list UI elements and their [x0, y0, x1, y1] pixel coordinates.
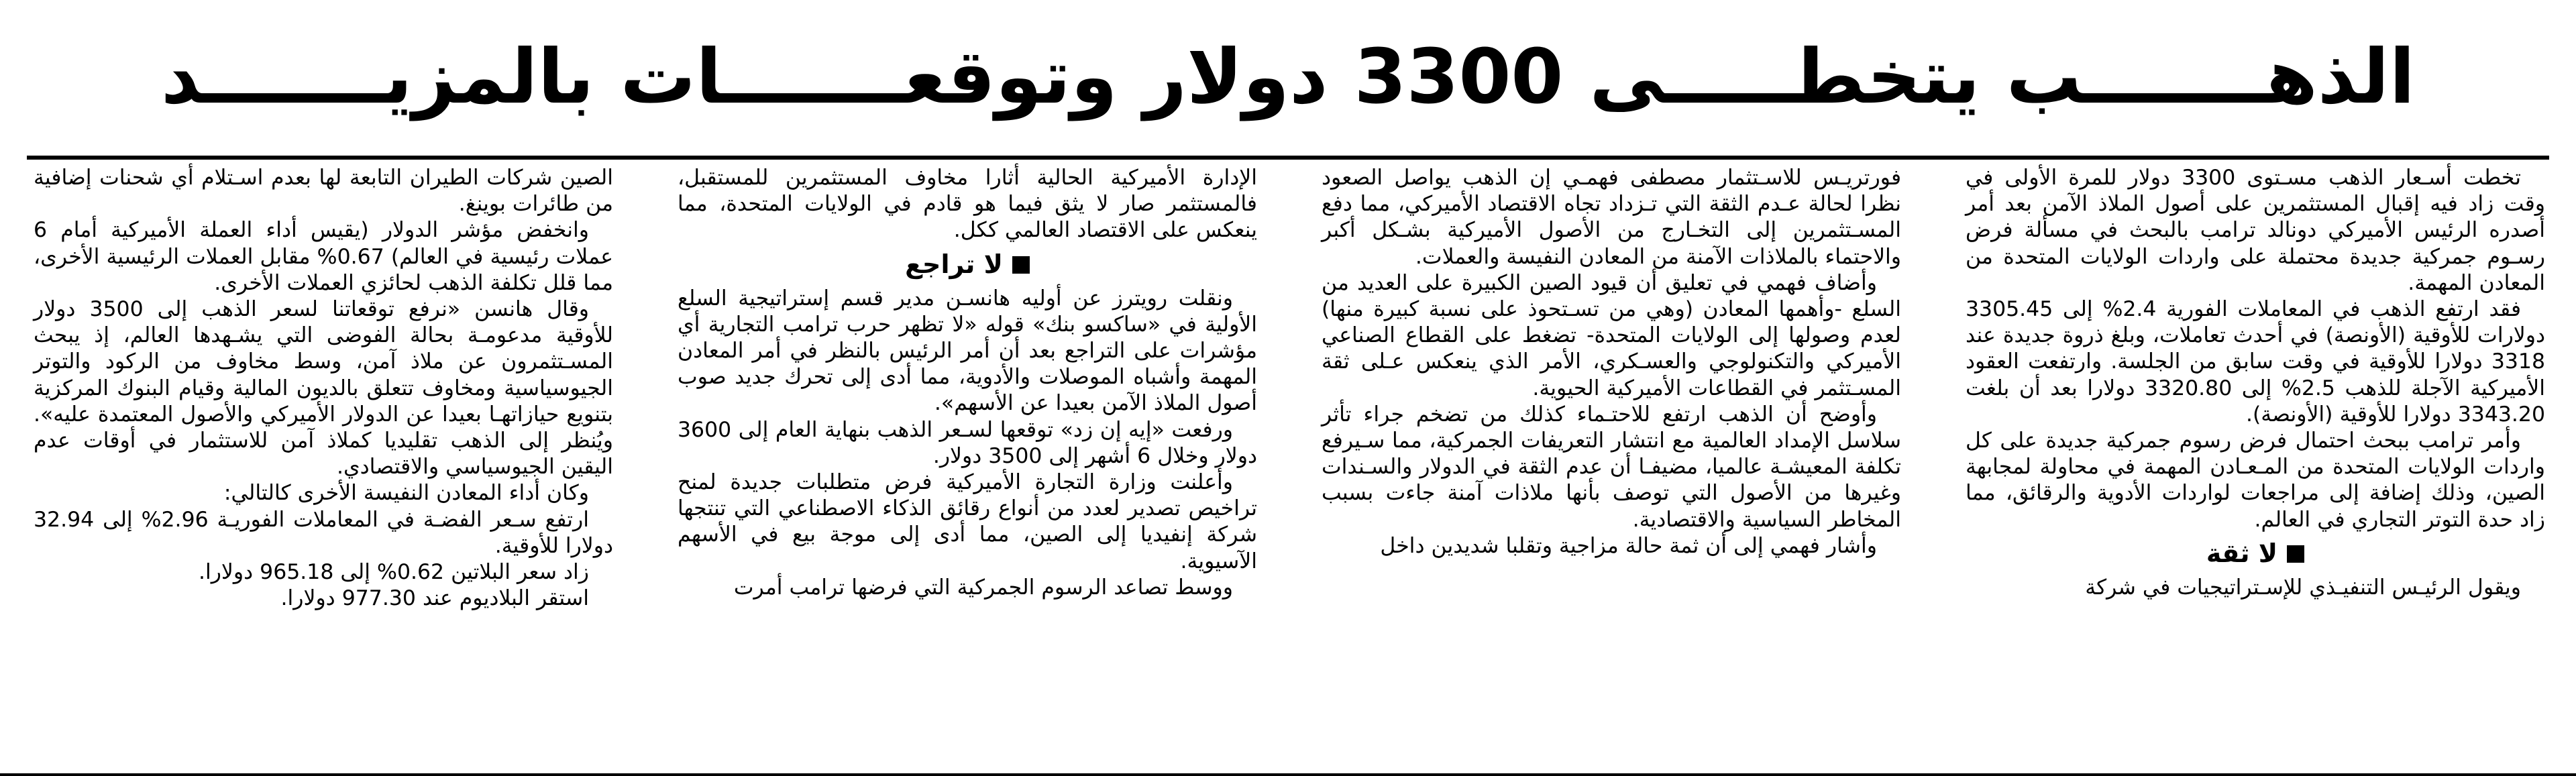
paragraph: ووسط تصاعد الرسوم الجمركية التي فرضها ترامب أمرت	[733, 575, 1233, 600]
paragraph: فقد ارتفع الذهب في المعاملات الفورية 2.4% إلى 3305.45 دولارات للأوقية (الأونصة) في أحدث تعاملات، وبلغ ذروة جديدة عند 3318 دولارا للأوقية في وقت سابق من الجلسة. وارتفعت العقود الأميركية الآجلة للذهب 2.5% إلى 3320.80 دولارا بعد أن بلغت 3343.20 دولارا للأوقية (الأونصة).	[1966, 297, 2546, 427]
paragraph: وكان أداء المعادن النفيسة الأخرى كالتالي:	[223, 481, 589, 506]
paragraph: ونقلت رويترز عن أوليه هانسـن مدير قسم إستراتيجية السلع الأولية في «ساكسو بنك» قوله «لا تظهر حرب ترامب التجارية أي مؤشرات على التراجع بعد أن أمر الرئيس بالنظر في أمر المعادن المهمة وأشباه الموصلات والأدوية، مما أدى إلى تحرك جديد صوب أصول الملاذ الآمن بعيدا عن الأسهم».	[678, 286, 1257, 416]
square-bullet-icon	[1012, 256, 1030, 274]
paragraph: ورفعت «إيه إن زد» توقعها لسـعر الذهب بنهاية العام إلى 3600 دولار وخلال 6 أشهر إلى 3500 دولار.	[678, 417, 1257, 468]
article-headline: الذهـــــــب يتخطـــــى 3300 دولار وتوقعـــــــات بالمزيـــــــد	[161, 34, 2415, 121]
paragraph: وأضاف فهمي في تعليق أن قيود الصين الكبيرة على العديد من السلع -وأهمها المعادن (وهي من تسـتحوذ على نسبة كبيرة منها) لعدم وصولها إلى الولايات المتحدة- تضغط على القطاع الصناعي الأميركي والتكنولوجي والعسـكري، الأمر الذي ينعكس عـلى ثقة المسـتثمر في القطاعات الأميركية الحيوية.	[1322, 270, 1901, 400]
subheading-text: لا تراجع	[905, 250, 1003, 279]
square-bullet-icon	[2287, 545, 2304, 563]
paragraph: وقال هانسن «نرفع توقعاتنا لسعر الذهب إلى 3500 دولار للأوقية مدعومـة بحالة الفوضى التي يشـهدها العالم، إذ يبحث المسـتثمرون عن ملاذ آمن، وسط مخاوف من الركود والتوتر الجيوسياسية ومخاوف تتعلق بالديون المالية وقيام البنوك المركزية بتنويع حيازاتهـا بعيدا عن الدولار الأميركي والأصول المعتمدة عليه». ويُنظر إلى الذهب تقليديا كملاذ آمن للاستثمار في أوقات عدم اليقين الجيوسياسي والاقتصادي.	[34, 297, 613, 480]
subheading-text: لا ثقة	[2206, 539, 2278, 569]
column-2	[1288, 160, 1932, 776]
paragraph: وانخفض مؤشر الدولار (يقيس أداء العملة الأميركية أمام 6 عملات رئيسية في العالم) 0.67% مقابل العملات الرئيسية الأخرى، مما قلل تكلفة الذهب لحائزي العملات الأخرى.	[34, 218, 614, 295]
column-3	[644, 160, 1288, 776]
paragraph: الإدارة الأميركية الحالية أثارا مخاوف المستثمرين للمستقبل، فالمستثمر صار لا يثق فيما هو قادم في الولايات المتحدة، مما ينعكس على الاقتصاد العالمي ككل.	[678, 166, 1257, 243]
paragraph: زاد سعر البلاتين 0.62% إلى 965.18 دولارا.	[198, 560, 589, 585]
paragraph: وأعلنت وزارة التجارة الأميركية فرض متطلبات جديدة لمنح تراخيص تصدير لعدد من أنواع رقائق الذكاء الاصطناعي التي تنتجها شركة إنفيديا إلى الصين، مما أدى إلى موجة بيع في الأسهم الآسيوية.	[678, 470, 1257, 573]
paragraph: ويقول الرئيـس التنفيـذي للإسـتراتيجيات في شركة	[2085, 575, 2521, 600]
subheading	[678, 244, 1257, 286]
paragraph: وأوضح أن الذهب ارتفع للاحتـماء كذلك من تضخم جراء تأثر سلاسل الإمداد العالمية مع انتشار التعريفات الجمركية، مما سـيرفع تكلفة المعيشـة عالميا، مضيفـا أن عدم الثقة في الدولار والسـندات وغيرها من الأصول التي توصف بأنها ملاذات آمنة جاءت بسبب المخاطر السياسية والاقتصادية.	[1322, 402, 1901, 532]
headline-bar	[0, 0, 2576, 154]
column-1	[1932, 160, 2576, 776]
paragraph: وأمر ترامب ببحث احتمال فرض رسوم جمركية جديدة على كل واردات الولايات المتحدة من المـعـادن المهمة في محاولة لمجابهة الصين، وذلك إضافة إلى مراجعات لواردات الأدوية والرقائق، مما زاد حدة التوتر التجاري في العالم.	[1966, 429, 2545, 532]
paragraph: تخطت أسـعار الذهب مسـتوى 3300 دولار للمرة الأولى في وقت زاد فيه إقبال المستثمرين على أصول الملاذ الآمن بعد أمر أصدره الرئيس الأميركي دونالد ترامب بالبحث في مسألة فرض رسـوم جمركية جديدة محتملة على واردات الولايات المتحدة من المعادن المهمة.	[1966, 166, 2545, 295]
paragraph: الصين شركات الطيران التابعة لها بعدم اسـتلام أي شحنات إضافية من طائرات بوينغ.	[34, 166, 613, 217]
paragraph: ارتفع سـعر الفضـة في المعاملات الفوريـة 2.96% إلى 32.94 دولارا للأوقية.	[34, 507, 613, 558]
article-columns	[0, 160, 2576, 776]
subheading	[1966, 533, 2545, 575]
paragraph: استقر البلاديوم عند 977.30 دولارا.	[280, 586, 589, 611]
column-4	[0, 160, 644, 776]
paragraph: فورتريـس للاسـتثمار مصطفى فهمـي إن الذهب يواصل الصعود نظرا لحالة عـدم الثقة التي تـزداد تجاه الاقتصاد الأميركي، مما دفع المسـتثمرين إلى التخـارج من الأصول الأميركية بشـكل أكبر والاحتماء بالملاذات الآمنة من المعادن النفيسة والعملات.	[1322, 166, 1901, 269]
paragraph: وأشار فهمي إلى أن ثمة حالة مزاجية وتقلبا شديدين داخل	[1380, 533, 1877, 558]
bottom-rule	[0, 773, 2576, 776]
